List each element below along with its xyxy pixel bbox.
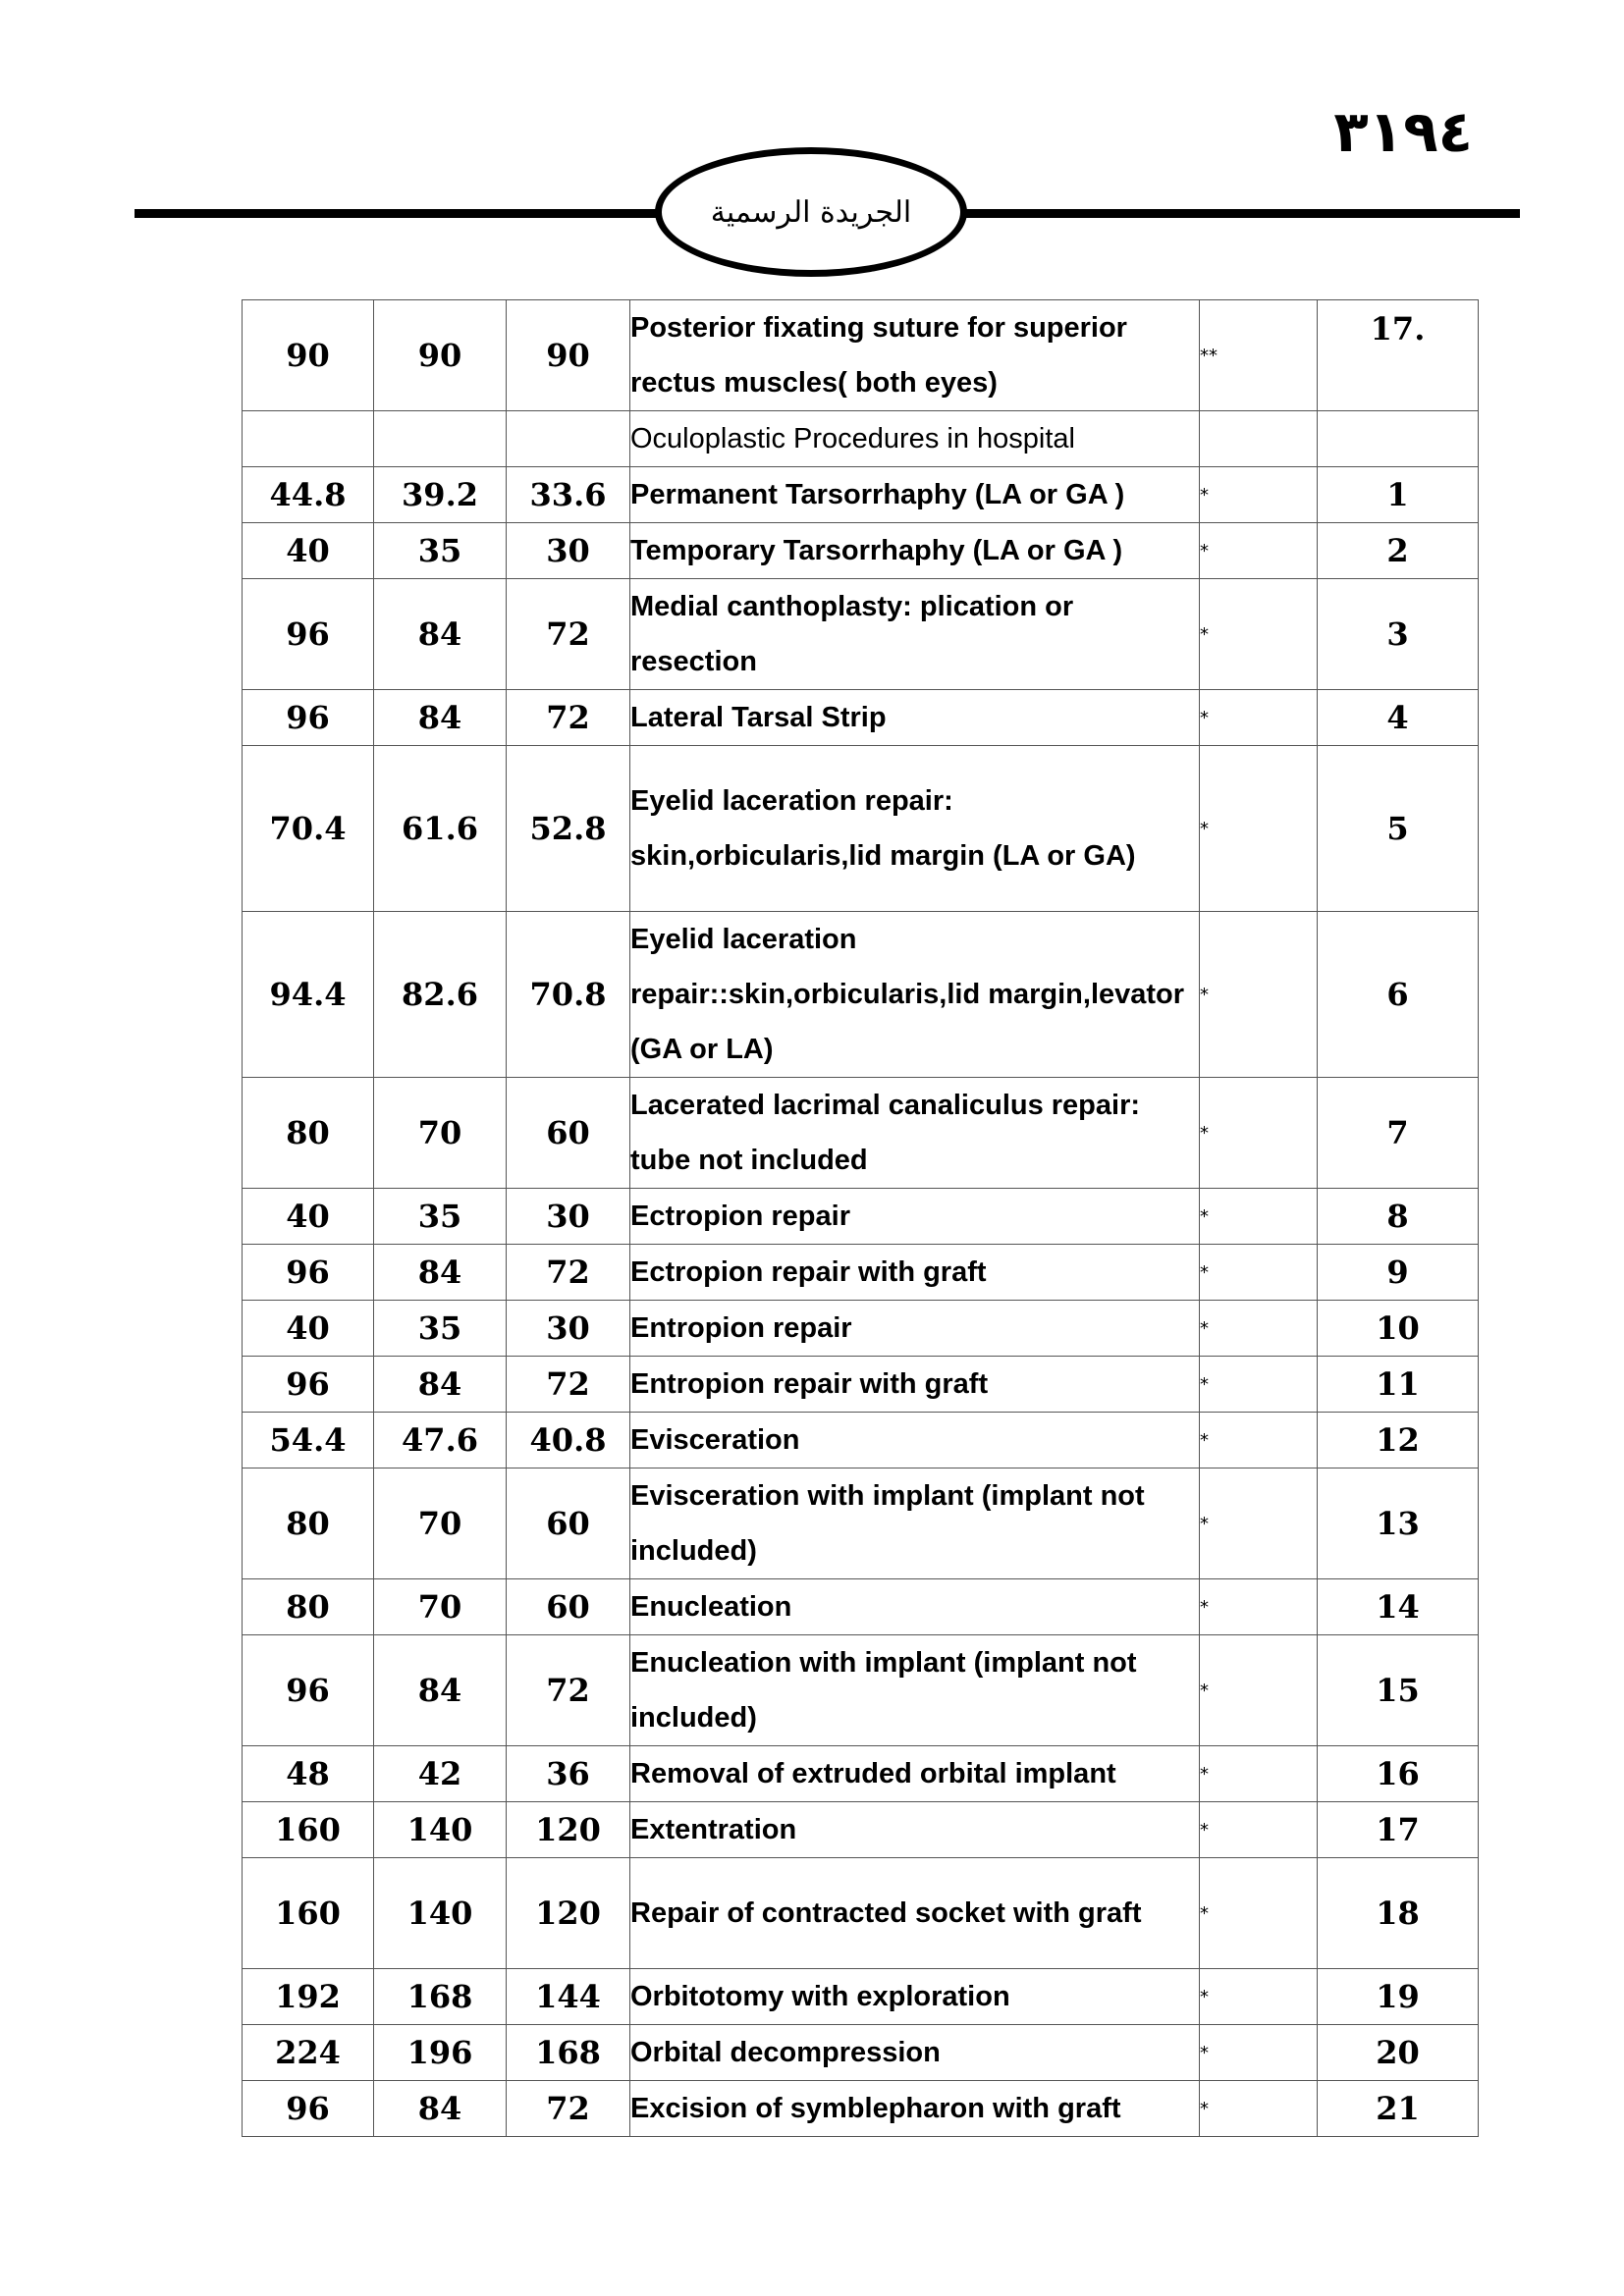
fee-cell-2: 196: [374, 2025, 507, 2081]
fee-cell-2: 84: [374, 1635, 507, 1746]
fee-cell-1: 90: [243, 300, 374, 411]
fee-cell-3: 90: [507, 300, 630, 411]
fee-cell-2: 84: [374, 579, 507, 690]
item-number: 10: [1318, 1301, 1479, 1357]
table-row: [243, 1746, 1479, 1802]
procedure-cell: Enucleation: [630, 1579, 1200, 1635]
table-row: [243, 2081, 1479, 2137]
fee-cell-1: 160: [243, 1802, 374, 1858]
procedure-cell: Permanent Tarsorrhaphy (LA or GA ): [630, 467, 1200, 523]
item-number: 9: [1318, 1245, 1479, 1301]
fee-cell-3: 33.6: [507, 467, 630, 523]
fee-cell-3: 36: [507, 1746, 630, 1802]
category-mark: *: [1200, 746, 1318, 912]
category-mark: *: [1200, 1189, 1318, 1245]
category-mark: *: [1200, 1468, 1318, 1579]
fee-cell-3: 30: [507, 1189, 630, 1245]
item-number: 3: [1318, 579, 1479, 690]
item-number: 20: [1318, 2025, 1479, 2081]
procedure-cell: Extentration: [630, 1802, 1200, 1858]
category-mark: *: [1200, 1357, 1318, 1413]
item-number: 12: [1318, 1413, 1479, 1468]
table-row: [243, 1969, 1479, 2025]
fee-cell-2: 35: [374, 1189, 507, 1245]
fee-cell-2: 35: [374, 1301, 507, 1357]
category-mark: *: [1200, 1078, 1318, 1189]
item-number: 4: [1318, 690, 1479, 746]
item-number: 17.: [1318, 300, 1479, 411]
fee-cell-2: 140: [374, 1802, 507, 1858]
fee-cell-2: [374, 411, 507, 467]
procedure-cell: Temporary Tarsorrhaphy (LA or GA ): [630, 523, 1200, 579]
table-row: [243, 1413, 1479, 1468]
fee-cell-2: 84: [374, 2081, 507, 2137]
item-number: 6: [1318, 912, 1479, 1078]
fee-cell-1: 80: [243, 1468, 374, 1579]
category-mark: *: [1200, 523, 1318, 579]
procedure-cell: Excision of symblepharon with graft: [630, 2081, 1200, 2137]
item-number: 16: [1318, 1746, 1479, 1802]
procedure-cell: Ectropion repair with graft: [630, 1245, 1200, 1301]
fee-cell-3: 60: [507, 1078, 630, 1189]
procedure-cell: Medial canthoplasty: plication or resection: [630, 579, 1200, 690]
fee-cell-2: 84: [374, 1357, 507, 1413]
table-row: [243, 579, 1479, 690]
category-mark: *: [1200, 1746, 1318, 1802]
item-number: 21: [1318, 2081, 1479, 2137]
fee-cell-3: 120: [507, 1858, 630, 1969]
fee-cell-1: 96: [243, 2081, 374, 2137]
procedure-cell: Orbitotomy with exploration: [630, 1969, 1200, 2025]
table-row: [243, 300, 1479, 411]
category-mark: *: [1200, 1579, 1318, 1635]
fee-cell-2: 70: [374, 1078, 507, 1189]
category-mark: [1200, 411, 1318, 467]
table-row: [243, 1802, 1479, 1858]
item-number: 19: [1318, 1969, 1479, 2025]
fee-table-body: [243, 300, 1479, 2137]
procedure-cell: Evisceration: [630, 1413, 1200, 1468]
fee-cell-2: 47.6: [374, 1413, 507, 1468]
fee-cell-3: 40.8: [507, 1413, 630, 1468]
section-title: Oculoplastic Procedures in hospital: [630, 411, 1200, 467]
fee-cell-1: 48: [243, 1746, 374, 1802]
fee-cell-3: 144: [507, 1969, 630, 2025]
fee-cell-1: 44.8: [243, 467, 374, 523]
item-number: [1318, 411, 1479, 467]
procedure-cell: Lateral Tarsal Strip: [630, 690, 1200, 746]
procedure-cell: Eyelid laceration repair::skin,orbicularis,lid margin,levator (GA or LA): [630, 912, 1200, 1078]
page-number: ٣١٩٤: [1333, 98, 1473, 165]
item-number: 2: [1318, 523, 1479, 579]
item-number: 8: [1318, 1189, 1479, 1245]
fee-cell-3: 72: [507, 1635, 630, 1746]
procedure-cell: Orbital decompression: [630, 2025, 1200, 2081]
fee-table: [242, 299, 1479, 2137]
category-mark: *: [1200, 1969, 1318, 2025]
fee-cell-2: 84: [374, 1245, 507, 1301]
fee-cell-3: 72: [507, 579, 630, 690]
item-number: 17: [1318, 1802, 1479, 1858]
fee-cell-2: 82.6: [374, 912, 507, 1078]
table-row: [243, 1078, 1479, 1189]
procedure-cell: Repair of contracted socket with graft: [630, 1858, 1200, 1969]
fee-cell-1: 40: [243, 1301, 374, 1357]
section-header-row: [243, 411, 1479, 467]
fee-cell-2: 39.2: [374, 467, 507, 523]
procedure-cell: Entropion repair: [630, 1301, 1200, 1357]
fee-cell-1: 40: [243, 1189, 374, 1245]
fee-cell-1: 96: [243, 1357, 374, 1413]
item-number: 14: [1318, 1579, 1479, 1635]
fee-cell-2: 70: [374, 1579, 507, 1635]
category-mark: *: [1200, 1802, 1318, 1858]
item-number: 13: [1318, 1468, 1479, 1579]
category-mark: *: [1200, 467, 1318, 523]
category-mark: *: [1200, 1245, 1318, 1301]
fee-cell-2: 140: [374, 1858, 507, 1969]
table-row: [243, 523, 1479, 579]
fee-cell-3: 168: [507, 2025, 630, 2081]
table-row: [243, 746, 1479, 912]
fee-cell-1: 192: [243, 1969, 374, 2025]
header-rule-left: [135, 209, 665, 218]
category-mark: *: [1200, 690, 1318, 746]
gazette-masthead-oval: [655, 147, 967, 277]
item-number: 11: [1318, 1357, 1479, 1413]
table-row: [243, 467, 1479, 523]
item-number: 5: [1318, 746, 1479, 912]
fee-cell-1: 80: [243, 1579, 374, 1635]
fee-cell-1: 54.4: [243, 1413, 374, 1468]
fee-cell-1: 96: [243, 579, 374, 690]
fee-cell-2: 84: [374, 690, 507, 746]
fee-cell-3: 60: [507, 1468, 630, 1579]
table-row: [243, 1357, 1479, 1413]
table-row: [243, 1468, 1479, 1579]
fee-cell-1: 94.4: [243, 912, 374, 1078]
category-mark: *: [1200, 579, 1318, 690]
fee-cell-1: 160: [243, 1858, 374, 1969]
fee-cell-1: 96: [243, 690, 374, 746]
fee-cell-3: 72: [507, 1357, 630, 1413]
item-number: 15: [1318, 1635, 1479, 1746]
item-number: 18: [1318, 1858, 1479, 1969]
procedure-cell: Posterior fixating suture for superior rectus muscles( both eyes): [630, 300, 1200, 411]
fee-cell-1: 96: [243, 1635, 374, 1746]
fee-cell-1: 96: [243, 1245, 374, 1301]
fee-cell-1: 224: [243, 2025, 374, 2081]
fee-cell-1: 40: [243, 523, 374, 579]
fee-cell-3: 60: [507, 1579, 630, 1635]
fee-cell-2: 61.6: [374, 746, 507, 912]
procedure-cell: Enucleation with implant (implant not included): [630, 1635, 1200, 1746]
procedure-cell: Entropion repair with graft: [630, 1357, 1200, 1413]
category-mark: *: [1200, 1858, 1318, 1969]
fee-cell-3: 72: [507, 1245, 630, 1301]
item-number: 7: [1318, 1078, 1479, 1189]
fee-cell-2: 42: [374, 1746, 507, 1802]
fee-cell-3: 72: [507, 2081, 630, 2137]
header-rule-right: [962, 209, 1520, 218]
fee-cell-2: 35: [374, 523, 507, 579]
fee-cell-3: [507, 411, 630, 467]
fee-cell-1: 70.4: [243, 746, 374, 912]
table-row: [243, 912, 1479, 1078]
table-row: [243, 1635, 1479, 1746]
category-mark: *: [1200, 1635, 1318, 1746]
table-row: [243, 1858, 1479, 1969]
table-row: [243, 1245, 1479, 1301]
fee-cell-3: 70.8: [507, 912, 630, 1078]
procedure-cell: Evisceration with implant (implant not included): [630, 1468, 1200, 1579]
table-row: [243, 1579, 1479, 1635]
category-mark: *: [1200, 1301, 1318, 1357]
fee-cell-1: [243, 411, 374, 467]
fee-cell-3: 52.8: [507, 746, 630, 912]
table-row: [243, 1301, 1479, 1357]
table-row: [243, 690, 1479, 746]
fee-cell-2: 70: [374, 1468, 507, 1579]
fee-cell-3: 30: [507, 1301, 630, 1357]
item-number: 1: [1318, 467, 1479, 523]
procedure-cell: Eyelid laceration repair: skin,orbicularis,lid margin (LA or GA): [630, 746, 1200, 912]
fee-cell-3: 72: [507, 690, 630, 746]
gazette-name: الجريدة الرسمية: [710, 194, 912, 230]
category-mark: *: [1200, 2025, 1318, 2081]
category-mark: *: [1200, 2081, 1318, 2137]
category-mark: *: [1200, 912, 1318, 1078]
table-row: [243, 2025, 1479, 2081]
fee-cell-1: 80: [243, 1078, 374, 1189]
category-mark: *: [1200, 1413, 1318, 1468]
fee-cell-3: 120: [507, 1802, 630, 1858]
fee-cell-2: 90: [374, 300, 507, 411]
procedure-cell: Ectropion repair: [630, 1189, 1200, 1245]
fee-cell-2: 168: [374, 1969, 507, 2025]
procedure-cell: Lacerated lacrimal canaliculus repair: tube not included: [630, 1078, 1200, 1189]
fee-cell-3: 30: [507, 523, 630, 579]
category-mark: **: [1200, 300, 1318, 411]
procedure-cell: Removal of extruded orbital implant: [630, 1746, 1200, 1802]
table-row: [243, 1189, 1479, 1245]
